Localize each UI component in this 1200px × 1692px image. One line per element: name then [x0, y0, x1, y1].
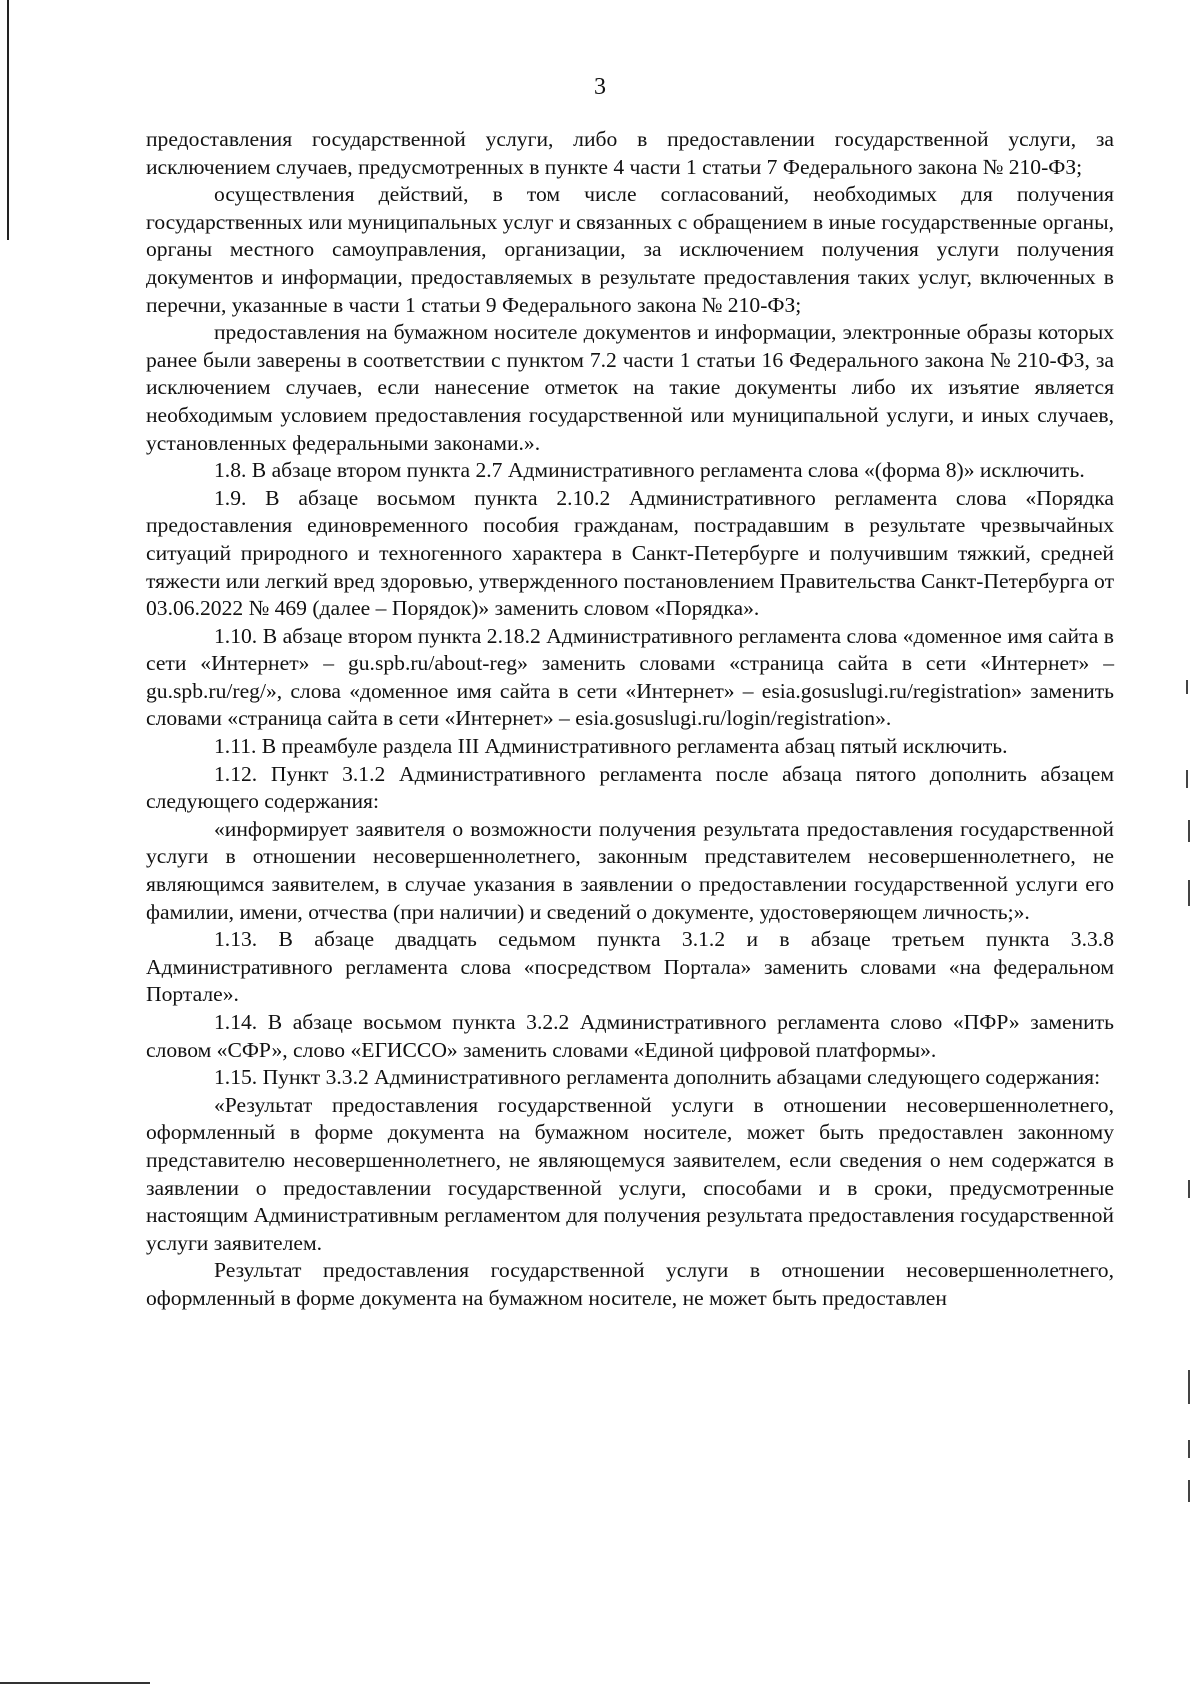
paragraph: 1.14. В абзаце восьмом пункта 3.2.2 Административного регламента слово «ПФР» заменить словом «СФР», слово «ЕГИССО» заменить словами «Единой цифровой платформы».: [146, 1010, 1114, 1062]
paragraph: осуществления действий, в том числе согласований, необходимых для получения государственных или муниципальных услуг и связанных с обращением в иные государственные органы, органы местного самоуправления, организации, за исключением получения услуги получения документов и информации, предоставляемых в результате предоставления таких услуг, включенных в перечни, указанные в части 1 статьи 9 Федерального закона № 210-ФЗ;: [146, 182, 1114, 317]
scan-artifact-mark: [1188, 1480, 1190, 1502]
page-number: 3: [594, 74, 606, 100]
scan-artifact-mark: [1188, 1180, 1190, 1198]
paragraph: предоставления на бумажном носителе документов и информации, электронные образы которых ранее были заверены в соответствии с пунктом 7.2 части 1 статьи 16 Федерального закона № 210-ФЗ, за исключением случаев, если нанесение отметок на такие документы либо их изъятие является необходимым условием предоставления государственной или муниципальной услуги, и иных случаев, установленных федеральными законами.».: [146, 320, 1114, 455]
paragraph: 1.12. Пункт 3.1.2 Административного регламента после абзаца пятого дополнить абзацем следующего содержания:: [146, 761, 1114, 814]
paragraph: «информирует заявителя о возможности получения результата предоставления государственной услуги в отношении несовершеннолетнего, законным представителем несовершеннолетнего, не являющимся заявителем, в случае указания в заявлении о предоставлении государственной услуги его фамилии, имени, отчества (при наличии) и сведений о документе, удостоверяющем личность;».: [146, 816, 1114, 924]
scan-artifact-mark: [1188, 1370, 1190, 1404]
scan-artifact-mark: [1188, 820, 1190, 842]
paragraph: 1.15. Пункт 3.3.2 Административного регламента дополнить абзацами следующего содержания:: [214, 1065, 1101, 1090]
paragraph: 1.8. В абзаце втором пункта 2.7 Административного регламента слова «(форма 8)» исключить.: [214, 458, 1085, 483]
paragraph: 1.13. В абзаце двадцать седьмом пункта 3.1.2 и в абзаце третьем пункта 3.3.8 Административного регламента слова «посредством Портала» заменить словами «на федеральном Портале».: [146, 927, 1114, 1007]
document-body: [146, 126, 1114, 1313]
scan-bottom-line: [0, 1682, 150, 1684]
scan-artifact-mark: [1188, 880, 1190, 906]
paragraph: 1.11. В преамбуле раздела III Административного регламента абзац пятый исключить.: [214, 734, 1008, 759]
scan-artifact-mark: [1186, 680, 1188, 694]
paragraph: Результат предоставления государственной услуги в отношении несовершеннолетнего, оформленный в форме документа на бумажном носителе, не может быть предоставлен: [146, 1258, 1114, 1310]
paragraph: 1.10. В абзаце втором пункта 2.18.2 Административного регламента слова «доменное имя сайта в сети «Интернет» – gu.spb.ru/about-reg» заменить словами «страница сайта в сети «Интернет» – gu.spb.ru/reg/», слова «доменное имя сайта в сети «Интернет» – esia.gosuslugi.ru/registration» заменить словами «страница сайта в сети «Интернет» – esia.gosuslugi.ru/login/registration».: [146, 623, 1114, 731]
paragraph: 1.9. В абзаце восьмом пункта 2.10.2 Административного регламента слова «Порядка предоставления единовременного пособия гражданам, пострадавшим в результате чрезвычайных ситуаций природного и техногенного характера в Санкт-Петербурге и получившим тяжкий, средней тяжести или легкий вред здоровью, утвержденного постановлением Правительства Санкт-Петербурга от 03.06.2022 № 469 (далее – Порядок)» заменить словом «Порядка».: [146, 485, 1114, 621]
paragraph: предоставления государственной услуги, либо в предоставлении государственной услуги, за исключением случаев, предусмотренных в пункте 4 части 1 статьи 7 Федерального закона № 210-ФЗ;: [146, 127, 1114, 179]
scan-artifact-mark: [1186, 770, 1188, 788]
scan-artifact-mark: [1188, 1440, 1190, 1458]
scan-edge-line: [7, 0, 9, 240]
paragraph: «Результат предоставления государственной услуги в отношении несовершеннолетнего, оформленный в форме документа на бумажном носителе, может быть предоставлен законному представителю несовершеннолетнего, не являющемуся заявителем, если сведения о нем содержатся в заявлении о предоставлении государственной услуги, способами и в сроки, предусмотренные настоящим Административным регламентом для получения результата предоставления государственной услуги заявителем.: [146, 1092, 1114, 1255]
